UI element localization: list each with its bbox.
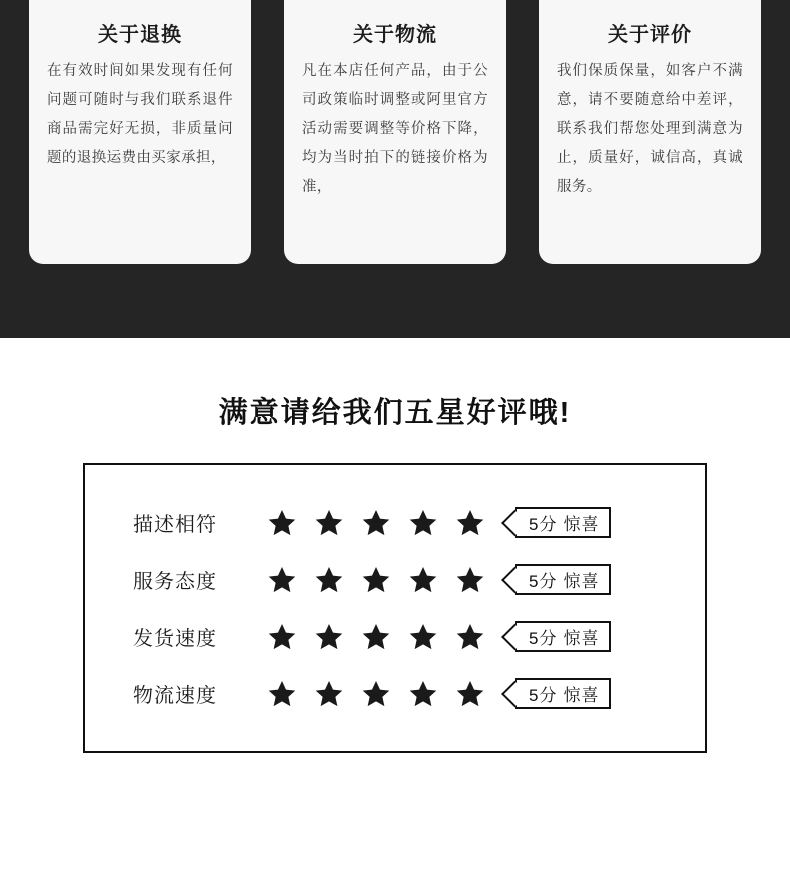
policy-card-shipping [284, 0, 506, 264]
star-icon [361, 679, 391, 709]
score-tag [515, 564, 611, 595]
policy-card-title: 关于物流 [353, 24, 437, 46]
star-icon [455, 508, 485, 538]
check-shield-icon [111, 0, 169, 10]
star-icon [314, 622, 344, 652]
star-rating[interactable] [267, 622, 485, 652]
star-icon [408, 565, 438, 595]
policy-card-returns [29, 0, 251, 264]
star-icon [408, 679, 438, 709]
rating-row [133, 665, 705, 722]
star-icon [361, 508, 391, 538]
rating-row [133, 494, 705, 551]
star-icon [267, 508, 297, 538]
policy-card-body: 凡在本店任何产品，由于公司政策临时调整或阿里官方活动需要调整等价格下降，均为当时拍下的链接价格为准， [302, 63, 488, 195]
policy-section [0, 0, 790, 338]
star-icon [361, 622, 391, 652]
policy-card-body: 我们保质保量，如客户不满意，请不要随意给中差评，联系我们帮您处理到满意为止，质量好，诚信高，真诚服务。 [557, 63, 743, 195]
rating-section [0, 338, 790, 872]
rating-row-label: 服务态度 [133, 571, 217, 593]
star-icon [455, 679, 485, 709]
rating-row-label: 描述相符 [133, 514, 217, 536]
star-icon [314, 508, 344, 538]
score-label: 惊喜 [563, 629, 600, 648]
delivery-truck-icon [363, 0, 427, 10]
star-icon [408, 622, 438, 652]
score-tag [515, 507, 611, 538]
star-rating[interactable] [267, 679, 485, 709]
policy-card-reviews [539, 0, 761, 264]
score-value: 5分 [529, 572, 558, 591]
rating-heading: 满意请给我们五星好评哦! [218, 397, 572, 429]
star-icon [408, 508, 438, 538]
star-icon [267, 679, 297, 709]
rating-table [83, 463, 707, 753]
star-rating[interactable] [267, 565, 485, 595]
score-tag [515, 678, 611, 709]
score-tag [515, 621, 611, 652]
score-label: 惊喜 [563, 515, 600, 534]
policy-card-list [0, 0, 790, 264]
star-icon [361, 565, 391, 595]
star-icon [455, 622, 485, 652]
star-icon [267, 622, 297, 652]
rating-row-label: 物流速度 [133, 685, 217, 707]
rating-row-label: 发货速度 [133, 628, 217, 650]
rating-row [133, 551, 705, 608]
policy-card-title: 关于退换 [98, 24, 182, 46]
policy-card-body: 在有效时间如果发现有任何问题可随时与我们联系退件商品需完好无损，非质量问题的退换运费由买家承担， [47, 63, 233, 166]
rating-row [133, 608, 705, 665]
score-value: 5分 [529, 515, 558, 534]
star-icon [267, 565, 297, 595]
policy-card-title: 关于评价 [608, 24, 692, 46]
score-label: 惊喜 [563, 686, 600, 705]
star-icon [314, 679, 344, 709]
star-rating[interactable] [267, 508, 485, 538]
score-label: 惊喜 [563, 572, 600, 591]
star-icon [455, 565, 485, 595]
star-icon [314, 565, 344, 595]
score-value: 5分 [529, 629, 558, 648]
score-value: 5分 [529, 686, 558, 705]
comment-bubble-icon [621, 0, 679, 10]
